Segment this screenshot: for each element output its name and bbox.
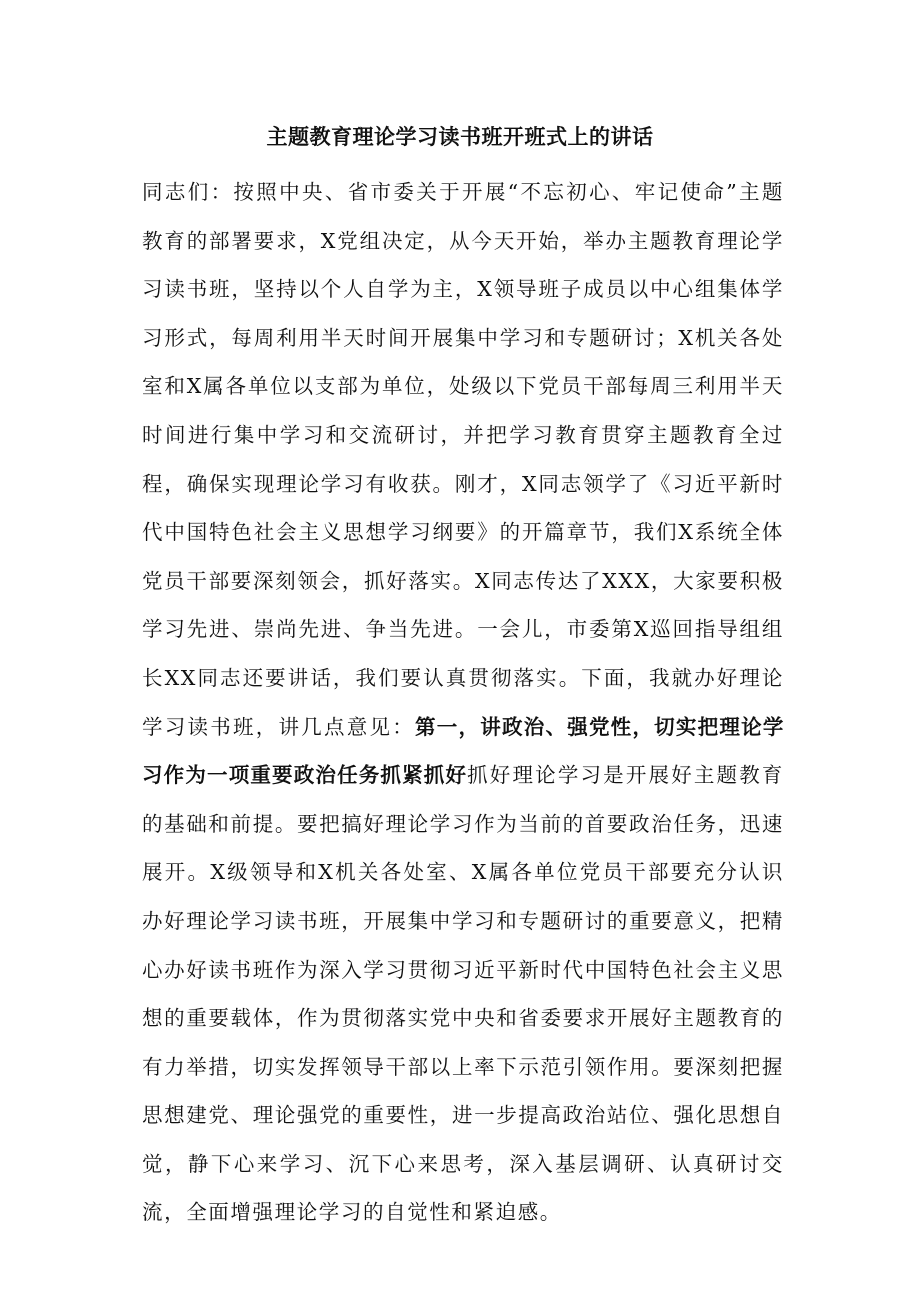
- paragraph-opening: 同志们：按照中央、省市委关于开展“不忘初心、牢记使命”主题教育的部署要求，X党组决定，从今天开始，举办主题教育理论学习读书班，坚持以个人自学为主，X领导班子成员以中心组集体学习形式，每周利用半天时间开展集中学习和专题研讨；X机关各处室和X属各单位以支部为单位，处级以下党员干部每周三利用半天时间进行集中学习和交流研讨，并把学习教育贯穿主题教育全过程，确保实现理论学习有收获。: [142, 180, 784, 496]
- paragraph-section-one: 抓好理论学习是开展好主题教育的基础和前提。要把搞好理论学习作为当前的首要政治任务，迅速展开。X级领导和X机关各处室、X属各单位党员干部要充分认识办好理论学习读书班，开展集中学习和专题研讨的重要意义，把精心办好读书班作为深入学习贯彻习近平新时代中国特色社会主义思想的重要载体，作为贯彻落实党中央和省委要求开展好主题教育的有力举措，切实发挥领导干部以上率下示范引领作用。要深刻把握思想建党、理论强党的重要性，进一步提高政治站位、强化思想自觉，静下心来学习、沉下心来思考，深入基层调研、认真研讨交流，全面增强理论学习的自觉性和紧迫感。: [142, 763, 784, 1225]
- section-heading-first: 第一，讲政治、强党性，切实把理论学习作为一项重要政治任务抓紧抓好: [142, 714, 785, 788]
- document-body: [142, 168, 784, 1237]
- paragraph-context: 刚才，X同志领学了《习近平新时代中国特色社会主义思想学习纲要》的开篇章节，我们X系统全体党员干部要深刻领会，抓好落实。X同志传达了XXX，大家要积极学习先进、崇尚先进、争当先进。一会儿，市委第X巡回指导组组长XX同志还要讲话，我们要认真贯彻落实。下面，我就办好理论学习读书班，讲几点意见：: [142, 471, 784, 739]
- document-title: 主题教育理论学习读书班开班式上的讲话: [266, 125, 654, 149]
